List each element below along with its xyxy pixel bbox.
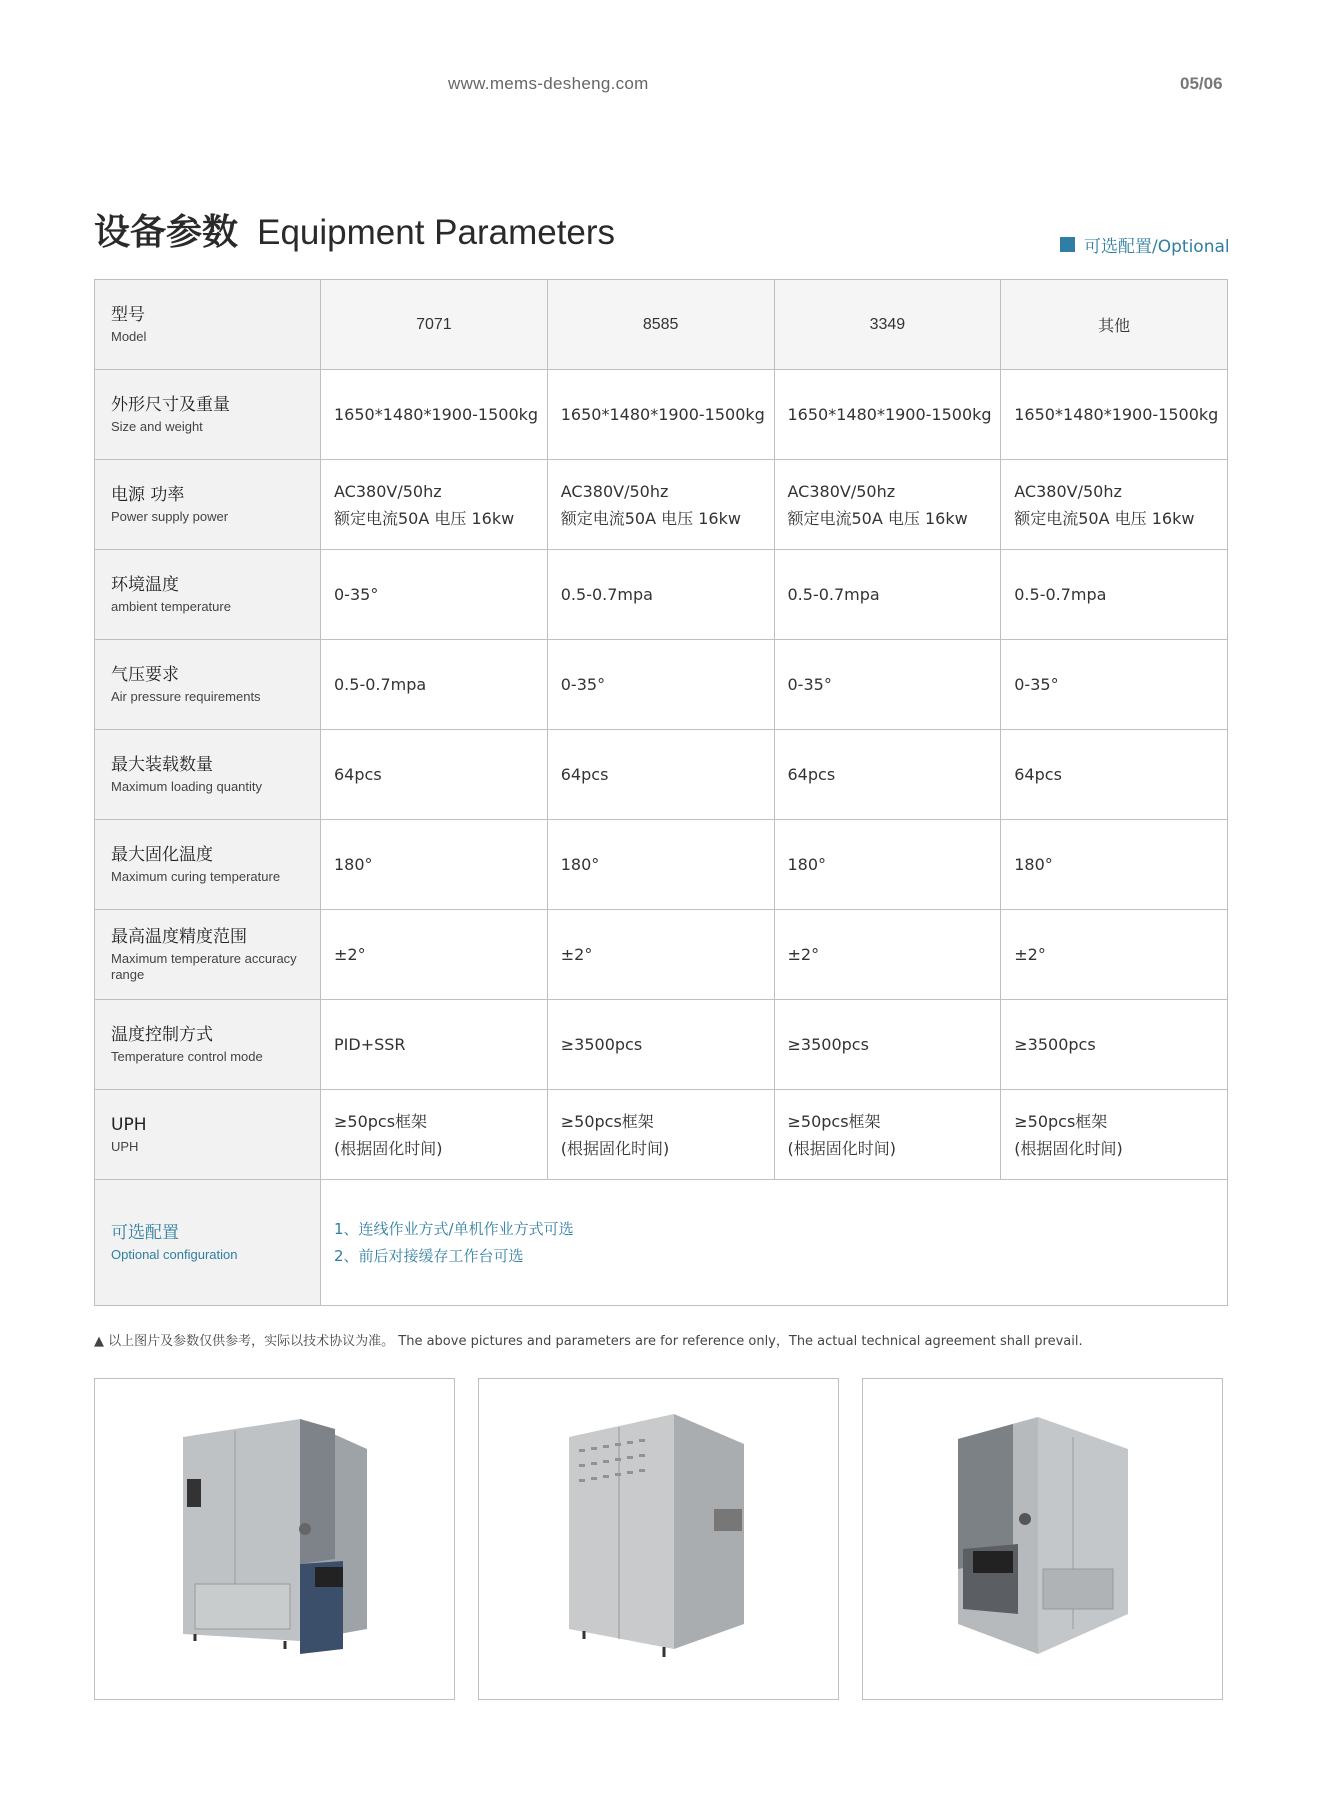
table-cell: [1001, 1090, 1228, 1180]
table-cell: [321, 550, 548, 640]
table-cell: [1001, 460, 1228, 550]
model-header: 7071: [321, 280, 548, 370]
cell-text: ±2°: [334, 945, 366, 964]
parameters-table: [94, 279, 1228, 1306]
table-cell: [774, 820, 1001, 910]
cell-text: 0.5-0.7mpa: [560, 585, 653, 604]
cell-text: 64pcs: [334, 765, 382, 784]
table-cell: [774, 1000, 1001, 1090]
table-cell: [1001, 910, 1228, 1000]
row-label-cn: 外形尺寸及重量: [111, 395, 230, 415]
table-cell: [321, 370, 548, 460]
cell-text: ±2°: [1014, 945, 1046, 964]
row-label-en: Temperature control mode: [111, 1049, 263, 1064]
model-header: 3349: [774, 280, 1001, 370]
row-header: [95, 280, 321, 370]
row-header: [95, 1000, 321, 1090]
table-row: [95, 640, 1228, 730]
row-label-cn: 型号: [111, 305, 145, 325]
cell-text: ≥50pcs框架: [1014, 1111, 1108, 1131]
model-header: 其他: [1001, 280, 1228, 370]
equipment-photo-back: [478, 1378, 839, 1700]
table-cell: [1001, 820, 1228, 910]
optional-config-item: 2、前后对接缓存工作台可选: [334, 1246, 524, 1265]
table-row: [95, 1090, 1228, 1180]
cell-text: ≥3500pcs: [1014, 1035, 1096, 1054]
table-cell: [774, 460, 1001, 550]
model-header: 8585: [547, 280, 774, 370]
optional-config-label-cn: 可选配置: [111, 1223, 179, 1243]
table-cell: [547, 910, 774, 1000]
table-cell: [1001, 370, 1228, 460]
cell-text: ≥50pcs框架: [334, 1111, 428, 1131]
cell-text: 0.5-0.7mpa: [1014, 585, 1107, 604]
row-label-cn: 最大固化温度: [111, 845, 213, 865]
row-label-en: Maximum curing temperature: [111, 869, 281, 884]
cell-text: 0.5-0.7mpa: [334, 675, 427, 694]
row-header: [95, 730, 321, 820]
table-cell: [547, 460, 774, 550]
table-row: [95, 460, 1228, 550]
optional-legend: [1060, 232, 1230, 257]
row-header: [95, 820, 321, 910]
optional-config-label-en: Optional configuration: [111, 1247, 238, 1262]
cell-text: 0-35°: [560, 675, 606, 694]
table-cell: [321, 730, 548, 820]
cell-text: 180°: [560, 855, 600, 874]
cell-text: (根据固化时间): [334, 1138, 443, 1158]
header-url: www.mems-desheng.com: [448, 74, 649, 93]
table-cell: [1001, 730, 1228, 820]
equipment-photo-side: [862, 1378, 1223, 1700]
row-label-en: Air pressure requirements: [111, 689, 261, 704]
table-row: [95, 910, 1228, 1000]
table-cell: [547, 820, 774, 910]
row-label-en: Maximum loading quantity: [111, 779, 263, 794]
cell-text: ±2°: [787, 945, 820, 964]
legend-swatch-icon: [1060, 237, 1075, 252]
table-cell: [1001, 1000, 1228, 1090]
cell-text: 64pcs: [787, 765, 836, 784]
optional-config-row: [95, 1180, 1228, 1306]
cell-text: ≥3500pcs: [560, 1035, 643, 1054]
disclaimer-note: ▲ 以上图片及参数仅供参考，实际以技术协议为准。 The above pictures and parameters are for reference only，The actual technical agreement shall prevail.: [94, 1334, 1083, 1349]
cell-text: ≥50pcs框架: [787, 1111, 881, 1131]
table-cell: [774, 640, 1001, 730]
row-header: [95, 910, 321, 1000]
row-label-cn: 环境温度: [111, 575, 179, 595]
row-label-cn: UPH: [111, 1115, 147, 1135]
cell-text: 额定电流50A 电压 16kw: [787, 508, 968, 528]
row-label-cn: 温度控制方式: [111, 1025, 213, 1045]
table-row: [95, 1000, 1228, 1090]
cell-text: ≥3500pcs: [787, 1035, 869, 1054]
oven-machine-image: [863, 1379, 1222, 1699]
table-cell: [1001, 640, 1228, 730]
table-cell: [547, 370, 774, 460]
row-header: [95, 1180, 321, 1306]
cell-text: 1650*1480*1900-1500kg: [560, 405, 765, 424]
row-header: [95, 1090, 321, 1180]
cell-text: 1650*1480*1900-1500kg: [334, 405, 539, 424]
row-label-en: Maximum temperature accuracy range: [111, 951, 297, 982]
cell-text: 1650*1480*1900-1500kg: [787, 405, 992, 424]
row-label-cn: 最大装载数量: [111, 755, 213, 775]
cell-text: 0-35°: [1014, 675, 1059, 694]
table-cell: [774, 910, 1001, 1000]
page-title-cn: 设备参数: [94, 212, 239, 253]
row-header: [95, 640, 321, 730]
table-header-row: [95, 280, 1228, 370]
row-label-en: ambient temperature: [111, 599, 231, 614]
cell-text: 1650*1480*1900-1500kg: [1014, 405, 1219, 424]
cell-text: 180°: [1014, 855, 1053, 874]
row-label-en: Model: [111, 329, 147, 344]
cell-text: 额定电流50A 电压 16kw: [1014, 508, 1195, 528]
legend-label: 可选配置/Optional: [1084, 237, 1230, 257]
cell-text: AC380V/50hz: [334, 481, 442, 501]
row-header: [95, 460, 321, 550]
cell-text: PID+SSR: [334, 1035, 406, 1054]
cell-text: (根据固化时间): [560, 1138, 670, 1158]
cell-text: (根据固化时间): [787, 1138, 896, 1158]
cell-text: 0.5-0.7mpa: [787, 585, 880, 604]
table-cell: [321, 1090, 548, 1180]
table-row: [95, 730, 1228, 820]
optional-config-item: 1、连线作业方式/单机作业方式可选: [334, 1219, 574, 1238]
table-cell: [321, 640, 548, 730]
table-cell: [321, 910, 548, 1000]
cell-text: (根据固化时间): [1014, 1138, 1123, 1158]
cell-text: AC380V/50hz: [560, 481, 669, 501]
row-label-cn: 电源 功率: [111, 485, 185, 505]
table-cell: [774, 550, 1001, 640]
table-cell: [547, 640, 774, 730]
row-header: [95, 370, 321, 460]
cell-text: 额定电流50A 电压 16kw: [560, 508, 741, 528]
table-row: [95, 820, 1228, 910]
table-cell: [321, 460, 548, 550]
cell-text: AC380V/50hz: [1014, 481, 1122, 501]
table-cell: [1001, 550, 1228, 640]
row-label-cn: 气压要求: [111, 665, 179, 685]
table-cell: [547, 1090, 774, 1180]
table-row: [95, 550, 1228, 640]
cell-text: 额定电流50A 电压 16kw: [334, 508, 515, 528]
row-label-en: Power supply power: [111, 509, 229, 524]
cell-text: ±2°: [560, 945, 593, 964]
page-number: 05/06: [1180, 74, 1223, 93]
table-cell: [321, 1000, 548, 1090]
row-header: [95, 550, 321, 640]
row-label-en: Size and weight: [111, 419, 203, 434]
cell-text: 64pcs: [560, 765, 609, 784]
row-label-cn: 最高温度精度范围: [111, 927, 247, 947]
cell-text: 64pcs: [1014, 765, 1062, 784]
cell-text: 180°: [787, 855, 827, 874]
equipment-photo-front: [94, 1378, 455, 1700]
page-title-en: Equipment Parameters: [257, 213, 616, 252]
table-cell: [547, 1000, 774, 1090]
table-cell: [547, 550, 774, 640]
cell-text: AC380V/50hz: [787, 481, 896, 501]
oven-machine-image: [95, 1379, 454, 1699]
cell-text: ≥50pcs框架: [560, 1111, 654, 1131]
cell-text: 180°: [334, 855, 373, 874]
table-cell: [774, 1090, 1001, 1180]
oven-machine-image: [479, 1379, 838, 1699]
row-label-en: UPH: [111, 1139, 139, 1154]
optional-config-list: [321, 1180, 1228, 1306]
table-row: [95, 370, 1228, 460]
table-cell: [321, 820, 548, 910]
table-cell: [774, 730, 1001, 820]
page-title: [94, 204, 615, 255]
cell-text: 0-35°: [787, 675, 832, 694]
table-cell: [547, 730, 774, 820]
table-cell: [774, 370, 1001, 460]
cell-text: 0-35°: [334, 585, 379, 604]
